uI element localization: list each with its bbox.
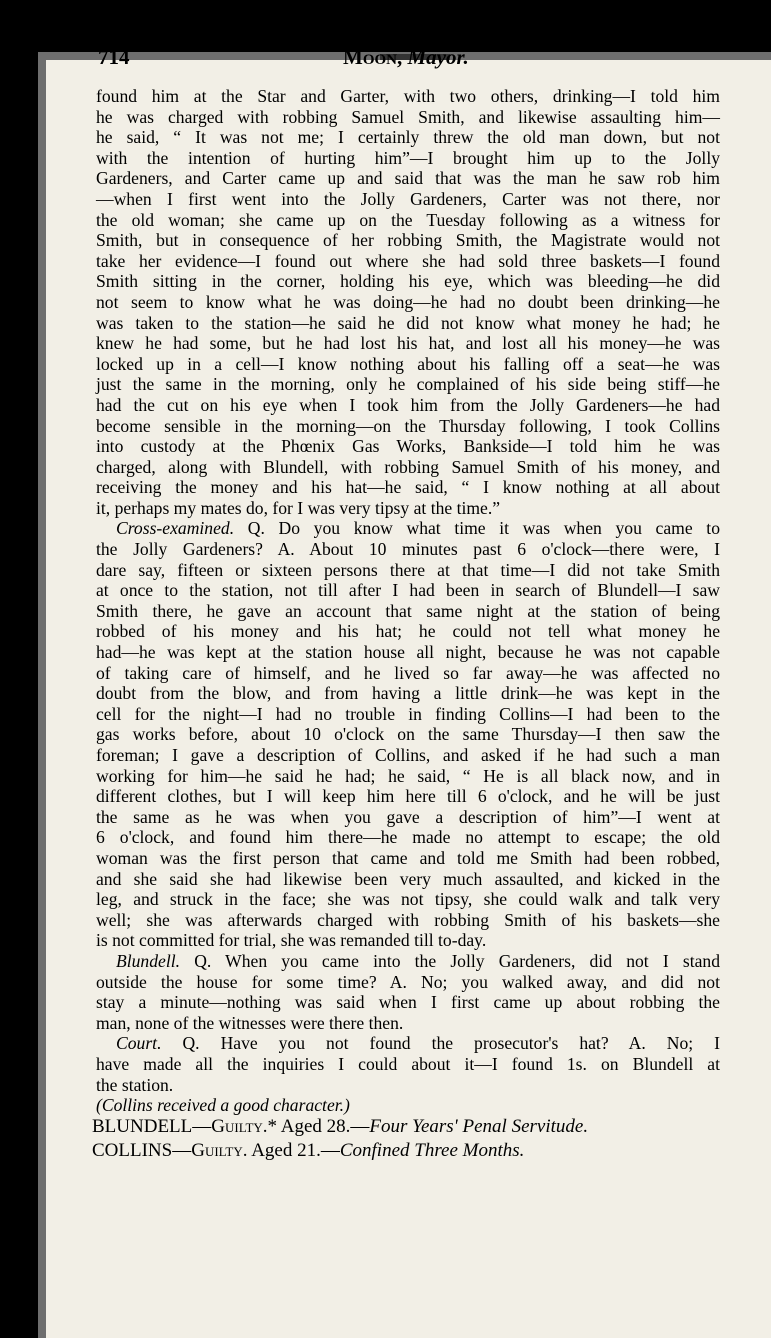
text-line [96,416,720,437]
speaker-label: Court. [116,1033,162,1054]
text-line [96,745,720,766]
line-text: he was charged with robbing Samuel Smith, and likewise assaulting him— [96,106,720,127]
text-line [96,333,720,354]
text-line [96,168,720,189]
line-text: receiving the money and his hat—he said, “ I know nothing at all about [96,477,720,498]
testimony-text [96,86,720,1095]
line-text: locked up in a cell—I know nothing about his falling off a seat—he was [96,353,720,374]
line-text: outside the house for some time? A. No; you walked away, and did not [96,971,720,992]
text-line [96,704,720,725]
verdict-sentence: Confined Three Months. [339,1140,525,1161]
verdict-result: Guilty. [211,1116,268,1137]
text-line [96,910,720,931]
line-text: of taking care of himself, and he lived so far away—he was affected no [96,662,720,683]
line-text: 6 o'clock, and found him there—he made no attempt to escape; the old [96,827,720,848]
text-line [96,354,720,375]
running-head-role: Mayor. [407,45,469,69]
text-line [96,436,720,457]
verdict-result: Guilty. [191,1140,248,1161]
running-head-title: Moon, [343,45,403,69]
line-text: doubt from the blow, and from having a little drink—he was kept in the [96,683,720,704]
line-text: Q. Do you know what time it was when you came to [247,518,720,539]
verdict-age: Aged 28. [280,1116,351,1137]
text-line [96,539,720,560]
line-text: have made all the inquiries I could about it—I found 1s. on Blundell at [96,1053,720,1074]
text-line [96,1013,720,1034]
text-line [96,807,720,828]
text-line [96,148,720,169]
line-text: gas works before, about 10 o'clock on the same Thursday—I then saw the [96,724,720,745]
line-text: foreman; I gave a description of Collins, and asked if he had such a man [96,745,720,765]
text-line [96,292,720,313]
line-text: the old woman; she came up on the Tuesday following as a witness for [96,209,720,230]
page-header [98,45,512,73]
text-line [96,127,720,148]
line-text: stay a minute—nothing was said when I first came up about robbing the [96,992,720,1013]
line-text: is not committed for trial, she was remanded till to-day. [96,930,487,951]
speaker-label: Blundell. [116,950,181,971]
text-line [96,642,720,663]
text-line [96,930,720,951]
text-line [96,848,720,869]
text-line [96,107,720,128]
text-line [96,271,720,292]
line-text: leg, and struck in the face; she was not tipsy, she could walk and talk very [96,889,720,910]
line-text: —when I first went into the Jolly Gardeners, Carter was not there, nor [96,188,720,209]
text-line [96,601,720,622]
line-text: take her evidence—I found out where she had sold three baskets—I found [96,250,720,271]
text-line [96,786,720,807]
line-text: was taken to the station—he said he did not know what money he had; he [96,312,720,333]
line-text: he said, “ It was not me; I certainly threw the old man down, but not [96,127,720,148]
verdict-name: COLLINS [92,1140,173,1161]
line-text: into custody at the Phœnix Gas Works, Bankside—I told him he was [96,436,720,457]
text-line [96,1054,720,1075]
text-line [96,86,720,107]
line-text: the station. [96,1074,174,1095]
line-text: woman was the first person that came and told me Smith had been robbed, [96,847,720,868]
text-line [96,889,720,910]
line-text: and she said she had likewise been very much assaulted, and kicked in the [96,868,720,889]
line-text: different clothes, but I will keep him here till 6 o'clock, and he will be just [96,786,720,807]
text-line [96,869,720,890]
text-line [96,683,720,704]
line-text: just the same in the morning, only he complained of his side being stiff—he [96,374,720,395]
line-text: Gardeners, and Carter came up and said that was the man he saw rob him [96,168,720,189]
paragraph [96,518,720,950]
line-text: the Jolly Gardeners? A. About 10 minutes past 6 o'clock—there were, I [96,539,720,560]
text-line [96,621,720,642]
line-text: charged, along with Blundell, with robbing Samuel Smith of his money, and [96,456,720,477]
line-text: knew he had some, but he had lost his hat, and lost all his money—he was [96,333,720,354]
line-text: well; she was afterwards charged with robbing Smith of his baskets—she [96,909,720,930]
text-line [96,518,720,539]
verdict-age: Aged 21. [251,1140,321,1161]
line-text: had—he was kept at the station house all night, because he was not capable [96,642,720,663]
page-number: 714 [98,45,130,69]
line-text: Q. Have you not found the prosecutor's hat? A. No; I [182,1033,720,1054]
paragraph [96,951,720,1033]
verdict-collins: COLLINS—Guilty. Aged 21.—Confined Three Months. [92,1140,525,1161]
verdict-marker: * [267,1116,278,1137]
text-line [96,827,720,848]
text-line [96,766,720,787]
line-text: the same as he was when you gave a description of him”—I went at [96,806,720,827]
text-line [96,251,720,272]
line-text: dare say, fifteen or sixteen persons there at that time—I did not take Smith [96,559,720,580]
line-text: Smith sitting in the corner, holding his eye, which was bleeding—he did [96,271,720,292]
text-line [96,374,720,395]
text-line [96,498,720,519]
line-text: cell for the night—I had no trouble in finding Collins—I had been to the [96,703,720,724]
verdict-sentence: Four Years' Penal Servitude. [369,1116,589,1137]
verdict-blundell: BLUNDELL—Guilty.* Aged 28.—Four Years' Penal Servitude. [92,1116,589,1137]
line-text: it, perhaps my mates do, for I was very tipsy at the time.” [96,497,501,518]
text-line [96,580,720,601]
character-note: (Collins received a good character.) [96,1095,350,1115]
paragraph [96,86,720,518]
text-line [96,663,720,684]
verdict-name: BLUNDELL [92,1116,193,1137]
line-text: found him at the Star and Garter, with two others, drinking—I told him [96,86,720,106]
text-line [96,1075,720,1096]
paragraph [96,1033,720,1095]
line-text: with the intention of hurting him”—I brought him up to the Jolly [96,147,720,168]
text-line [96,724,720,745]
line-text: Smith there, he gave an account that same night at the station of being [96,600,720,621]
text-line [96,477,720,498]
line-text: not seem to know what he was doing—he had no doubt been drinking—he [96,291,720,312]
text-line [96,951,720,972]
text-line [96,992,720,1013]
line-text: man, none of the witnesses were there then. [96,1012,404,1033]
text-line [96,230,720,251]
text-line [96,313,720,334]
line-text: Q. When you came into the Jolly Gardeners, did not I stand [194,950,720,971]
line-text: robbed of his money and his hat; he could not tell what money he [96,621,720,642]
text-line [96,210,720,231]
line-text: at once to the station, not till after I had been in search of Blundell—I saw [96,580,720,601]
text-line [96,189,720,210]
speaker-label: Cross-examined. [116,518,235,539]
text-line [96,1033,720,1054]
running-head [343,45,469,70]
line-text: working for him—he said he had; he said, “ He is all black now, and in [96,765,720,786]
text-line [96,457,720,478]
line-text: had the cut on his eye when I took him from the Jolly Gardeners—he had [96,394,720,415]
text-line [96,395,720,416]
text-line [96,560,720,581]
line-text: Smith, but in consequence of her robbing Smith, the Magistrate would not [96,230,720,251]
line-text: become sensible in the morning—on the Thursday following, I took Collins [96,415,720,436]
text-line [96,972,720,993]
